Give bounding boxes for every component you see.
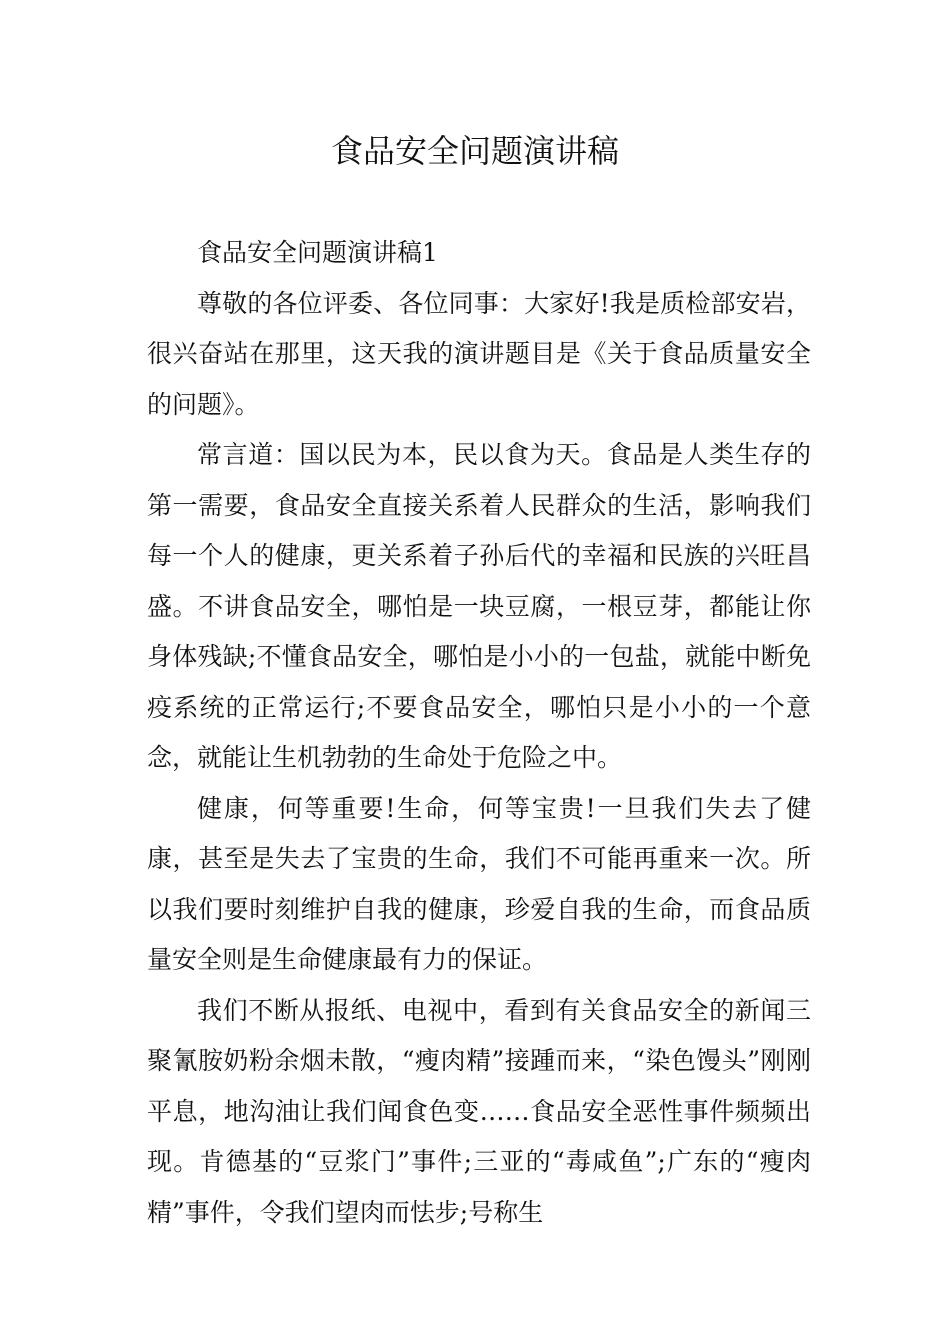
paragraph: 健康，何等重要!生命，何等宝贵!一旦我们失去了健康，甚至是失去了宝贵的生命，我们不可能再重来一次。所以我们要时刻维护自我的健康，珍爱自我的生命，而食品质量安全则是生命健康最有力的保证。 (147, 793, 811, 974)
document-body (147, 228, 811, 1238)
paragraph: 常言道：国以民为本，民以食为天。食品是人类生存的第一需要，食品安全直接关系着人民群众的生活，影响我们每一个人的健康，更关系着子孙后代的幸福和民族的兴旺昌盛。不讲食品安全，哪怕是一块豆腐，一根豆芽，都能让你身体残缺;不懂食品安全，哪怕是小小的一包盐，就能中断免疫系统的正常运行;不要食品安全，哪怕只是小小的一个意念，就能让生机勃勃的生命处于危险之中。 (147, 440, 811, 772)
paragraph: 我们不断从报纸、电视中，看到有关食品安全的新闻三聚氰胺奶粉余烟未散，“瘦肉精”接踵而来，“染色馒头”刚刚平息，地沟油让我们闻食色变……食品安全恶性事件频频出现。肯德基的“豆浆门”事件;三亚的“毒咸鱼”;广东的“瘦肉精”事件，令我们望肉而怯步;号称生 (147, 995, 811, 1227)
paragraph-heading: 食品安全问题演讲稿1 (197, 238, 438, 267)
paragraph: 尊敬的各位评委、各位同事：大家好!我是质检部安岩，很兴奋站在那里，这天我的演讲题目是《关于食品质量安全的问题》。 (147, 288, 811, 419)
document-title: 食品安全问题演讲稿 (330, 132, 619, 170)
